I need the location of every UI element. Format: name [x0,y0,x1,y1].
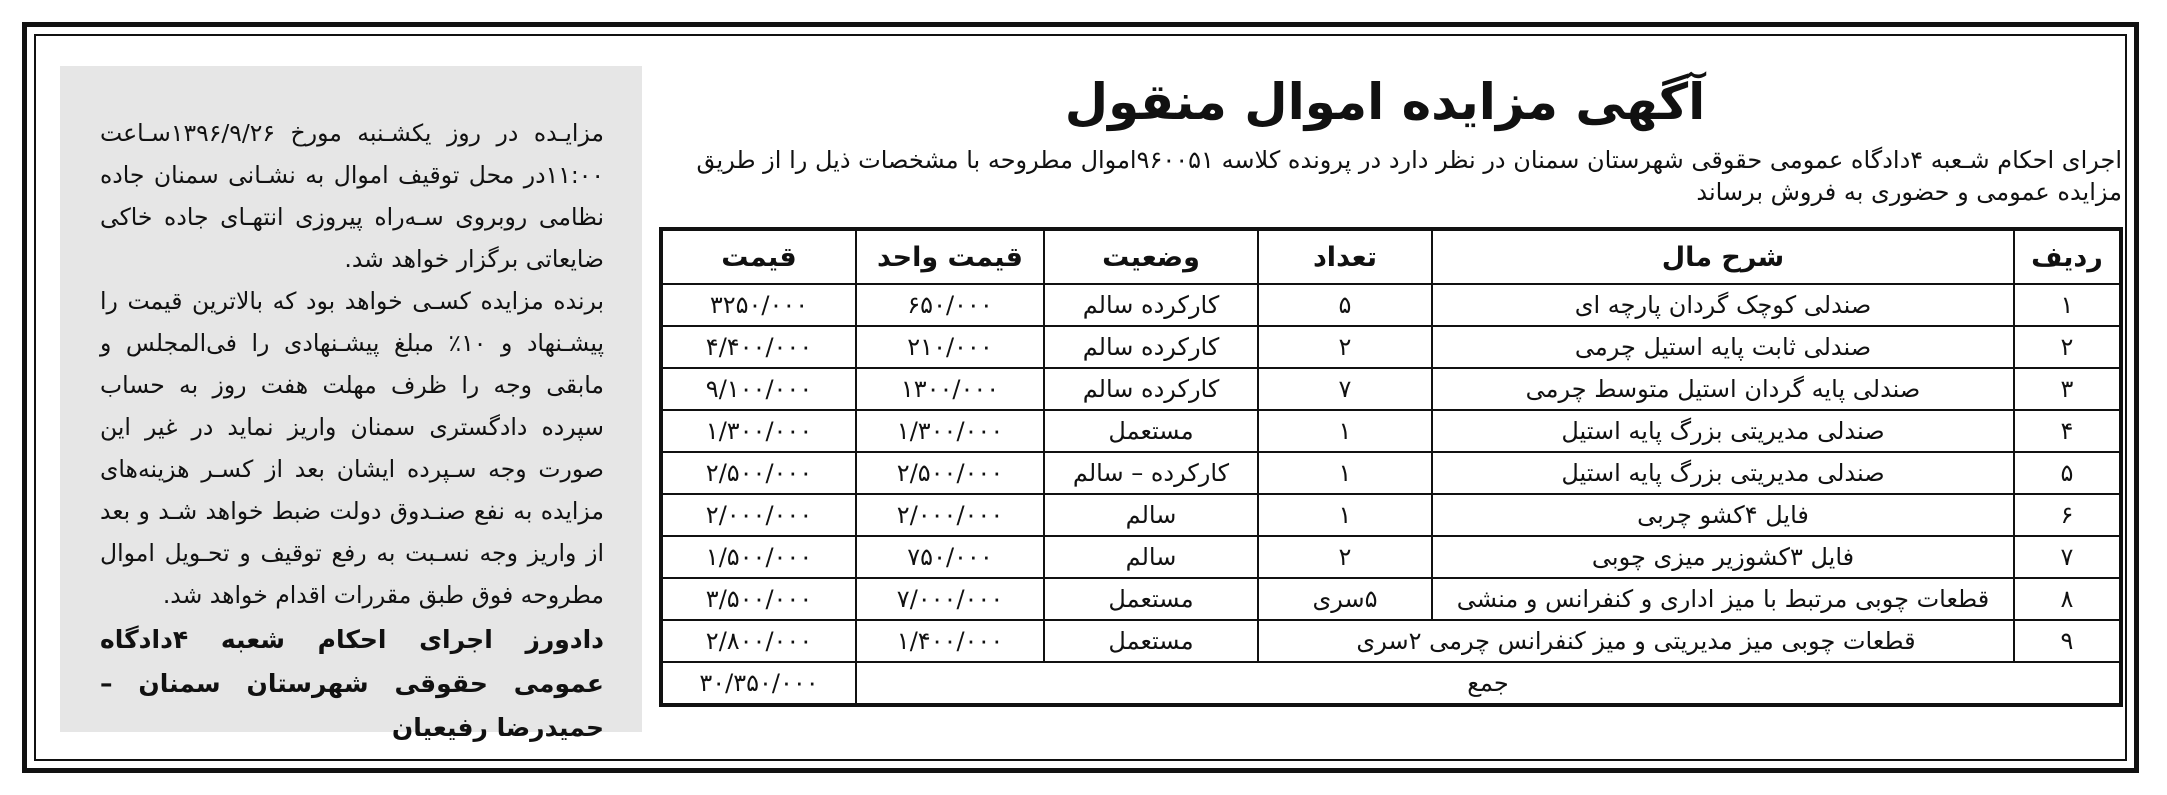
item-quantity: ۱ [1258,410,1432,452]
table-row [661,284,2121,326]
table-row [661,452,2121,494]
item-description: صندلی ثابت پایه استیل چرمی [1432,326,2014,368]
item-price: ۲/۰۰۰/۰۰۰ [661,494,856,536]
row-number: ۵ [2014,452,2121,494]
item-price: ۴/۴۰۰/۰۰۰ [661,326,856,368]
item-quantity: ۲ [1258,326,1432,368]
row-number: ۶ [2014,494,2121,536]
item-unit-price: ۲/۰۰۰/۰۰۰ [856,494,1044,536]
item-description: فایل ۴کشو چربی [1432,494,2014,536]
row-number: ۸ [2014,578,2121,620]
item-price: ۲/۵۰۰/۰۰۰ [661,452,856,494]
row-number: ۱ [2014,284,2121,326]
item-unit-price: ۲۱۰/۰۰۰ [856,326,1044,368]
item-unit-price: ۱۳۰۰/۰۰۰ [856,368,1044,410]
winner-terms-paragraph: برنده مزایده کسـی خواهد بود که بالاترین قیمت را پیشـنهاد و ۱۰٪ مبلغ پیشـنهادی را فی‌المجلس و مابقی وجه را ظرف مهلت هفت روز به حساب سپرده دادگستری سمنان واریز نماید در غیر این صورت وجه سـپرده ایشان بعد از کسـر هزینه‌های مزایده به نفع صنـدوق دولت ضبط خواهد شـد و بعد از واریز وجه نسـبت به رفع توقیف و تحـویل اموال مطروحه فوق طبق مقررات اقدام خواهد شد. [100,287,604,609]
table-row [661,368,2121,410]
item-status: مستعمل [1044,410,1258,452]
item-price: ۱/۳۰۰/۰۰۰ [661,410,856,452]
row-number: ۴ [2014,410,2121,452]
row-number: ۹ [2014,620,2121,662]
item-status: کارکرده سالم [1044,368,1258,410]
table-row [661,620,2121,662]
page-title: آگهی مزایده اموال منقول [1064,73,1706,131]
header-unit-price: قیمت واحد [856,229,1044,284]
row-number: ۲ [2014,326,2121,368]
table-row [661,536,2121,578]
item-quantity: ۵ [1258,284,1432,326]
table-row [661,494,2121,536]
item-description: صندلی مدیریتی بزرگ پایه استیل [1432,410,2014,452]
header-description: شرح مال [1432,229,2014,284]
item-price: ۳/۵۰۰/۰۰۰ [661,578,856,620]
item-quantity: ۲ [1258,536,1432,578]
item-price: ۱/۵۰۰/۰۰۰ [661,536,856,578]
item-unit-price: ۱/۴۰۰/۰۰۰ [856,620,1044,662]
table-row [661,578,2121,620]
item-status: کارکرده – سالم [1044,452,1258,494]
header-quantity: تعداد [1258,229,1432,284]
item-status: مستعمل [1044,578,1258,620]
item-price: ۳۲۵۰/۰۰۰ [661,284,856,326]
row-number: ۳ [2014,368,2121,410]
row-number: ۷ [2014,536,2121,578]
item-price: ۲/۸۰۰/۰۰۰ [661,620,856,662]
item-description: فایل ۳کشوزیر میزی چوبی [1432,536,2014,578]
item-status: سالم [1044,494,1258,536]
item-quantity: ۵سری [1258,578,1432,620]
item-quantity: ۱ [1258,494,1432,536]
item-status: سالم [1044,536,1258,578]
table-header-row [661,229,2121,284]
item-unit-price: ۷۵۰/۰۰۰ [856,536,1044,578]
item-status: کارکرده سالم [1044,326,1258,368]
item-quantity: ۷ [1258,368,1432,410]
table-row [661,326,2121,368]
item-description: صندلی پایه گردان استیل متوسط چرمی [1432,368,2014,410]
header-price: قیمت [661,229,856,284]
total-row [661,662,2121,705]
item-description: صندلی کوچک گردان پارچه ای [1432,284,2014,326]
auction-terms-panel [60,66,642,742]
total-value: ۳۰/۳۵۰/۰۰۰ [661,662,856,705]
header-status: وضعیت [1044,229,1258,284]
total-label: جمع [856,662,2121,705]
item-description: قطعات چوبی میز مدیریتی و میز کنفرانس چرمی ۲سری [1258,620,2014,662]
item-quantity: ۱ [1258,452,1432,494]
items-table [659,227,2123,707]
header-row-number: ردیف [2014,229,2121,284]
item-unit-price: ۶۵۰/۰۰۰ [856,284,1044,326]
item-unit-price: ۱/۳۰۰/۰۰۰ [856,410,1044,452]
item-price: ۹/۱۰۰/۰۰۰ [661,368,856,410]
table-row [661,410,2121,452]
signature: دادورز اجرای احکام شعبه ۴دادگاه عمومی حقوقی شهرستان سمنان – حمیدرضا رفیعیان [100,625,604,742]
item-description: صندلی مدیریتی بزرگ پایه استیل [1432,452,2014,494]
item-description: قطعات چوبی مرتبط با میز اداری و کنفرانس و منشی [1432,578,2014,620]
item-unit-price: ۲/۵۰۰/۰۰۰ [856,452,1044,494]
item-status: کارکرده سالم [1044,284,1258,326]
intro-text: اجرای احکام شـعبه ۴دادگاه عمومی حقوقی شهرستان سمنان در نظر دارد در پرونده کلاسه ۹۶۰۰۵۱اموال مطروحه با مشخصات ذیل را از طریق مزایده عمومی و حضوری به فروش برساند [696,146,2122,206]
item-unit-price: ۷/۰۰۰/۰۰۰ [856,578,1044,620]
auction-time-paragraph: مزایـده در روز یکشـنبه مورخ ۱۳۹۶/۹/۲۶سـاعت ۱۱:۰۰در محل توقیف اموال به نشـانی سمنان جاده نظامی روبروی سـه‌راه پیروزی انتهـای جاده خاکی ضایعاتی برگزار خواهد شد. [100,119,604,273]
item-status: مستعمل [1044,620,1258,662]
